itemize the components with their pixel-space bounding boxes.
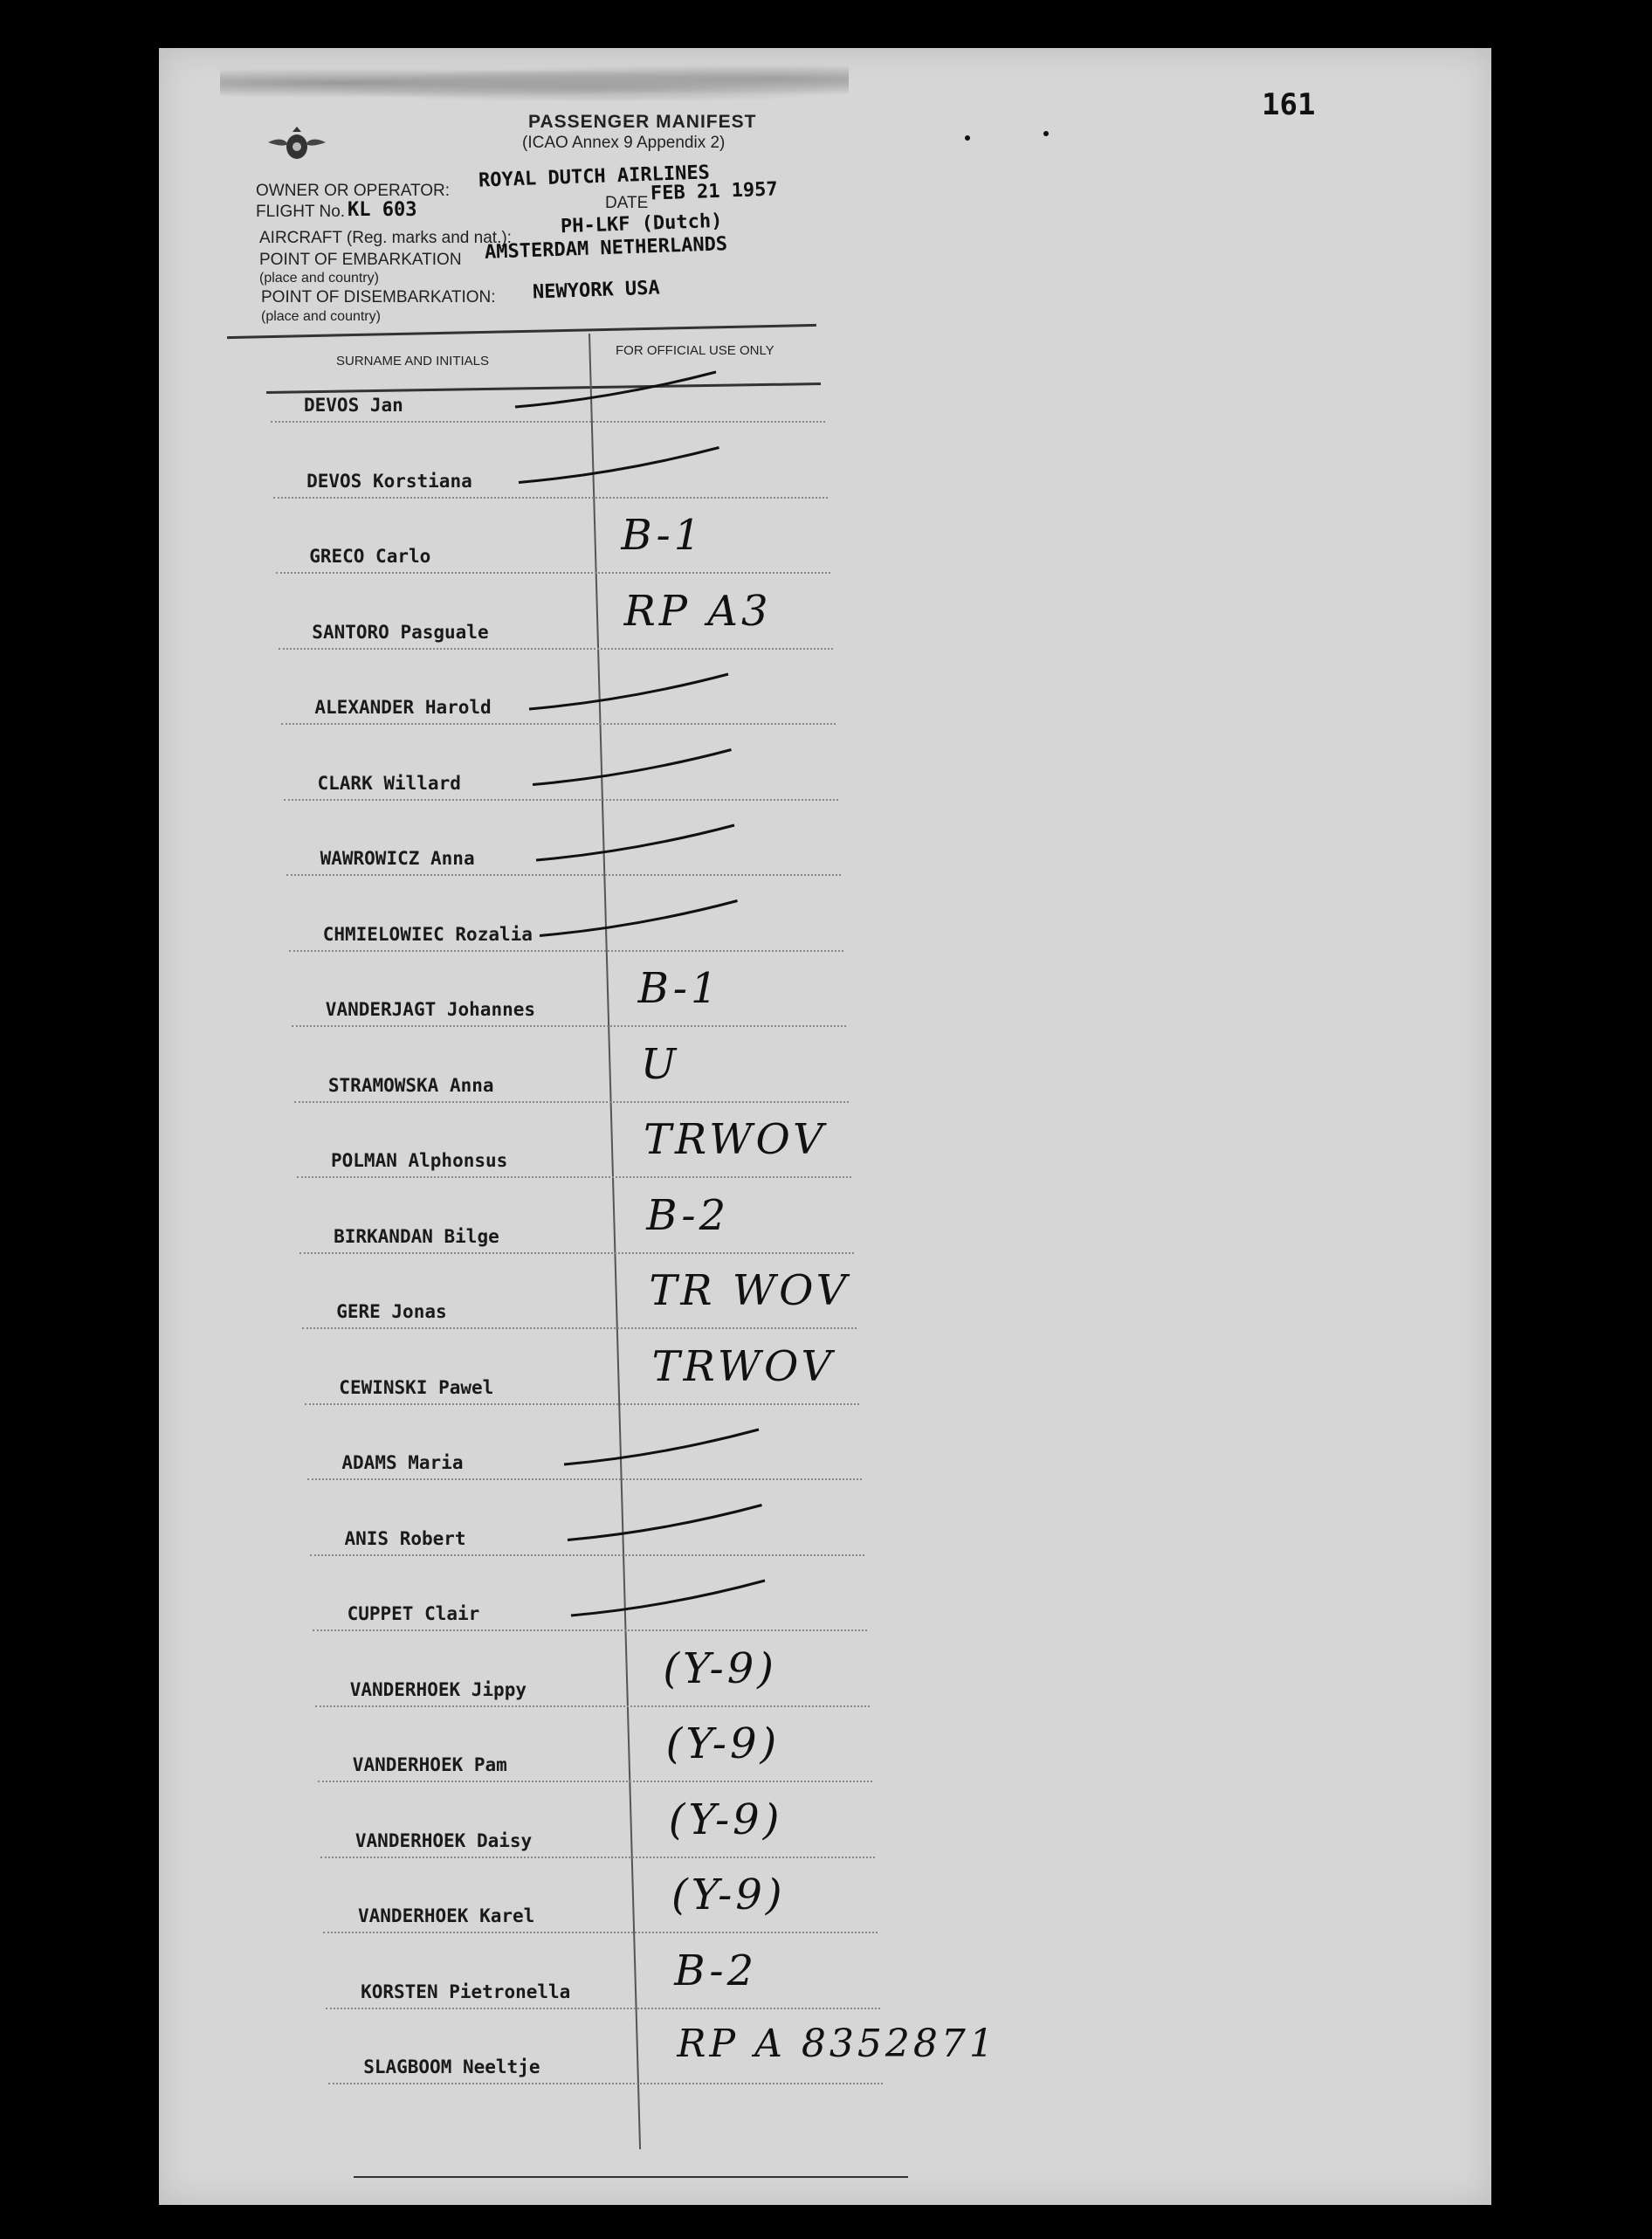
page-number: 161 [1262, 87, 1316, 122]
passenger-name: CLARK Willard [317, 772, 461, 794]
passenger-name: STRAMOWSKA Anna [327, 1074, 494, 1096]
bottom-rule [354, 2176, 908, 2178]
passenger-name: GRECO Carlo [309, 546, 431, 567]
official-notation: (Y-9) [663, 1643, 778, 1693]
passenger-name: POLMAN Alphonsus [331, 1150, 508, 1171]
owner-value: ROYAL DUTCH AIRLINES [478, 162, 711, 192]
passenger-name: VANDERHOEK Jippy [349, 1678, 527, 1700]
passenger-name: CEWINSKI Pawel [339, 1376, 494, 1398]
passenger-name: ANIS Robert [344, 1527, 466, 1549]
passenger-name: VANDERHOEK Karel [358, 1905, 535, 1926]
official-notation: B-1 [637, 964, 721, 1013]
check-mark [536, 825, 734, 860]
passenger-name: DEVOS Korstiana [306, 470, 472, 492]
passenger-name: CUPPET Clair [347, 1603, 480, 1624]
official-notation: (Y-9) [665, 1719, 781, 1768]
official-notation: TRWOV [644, 1115, 827, 1164]
flight-label: FLIGHT No. [256, 203, 346, 221]
embarkation-label: POINT OF EMBARKATION [259, 251, 462, 269]
disembarkation-note: (place and country) [261, 309, 381, 324]
owner-label: OWNER OR OPERATOR: [256, 182, 451, 200]
official-notation: B-1 [621, 511, 705, 560]
check-mark [519, 448, 719, 483]
check-mark [540, 901, 738, 936]
disembarkation-value: NEWYORK USA [532, 277, 661, 304]
check-mark [529, 674, 728, 709]
passenger-name: CHMIELOWIEC Rozalia [322, 923, 533, 945]
check-mark [515, 372, 716, 407]
manifest-title: PASSENGER MANIFEST [528, 112, 757, 132]
manifest-subtitle: (ICAO Annex 9 Appendix 2) [522, 134, 726, 152]
passenger-name: BIRKANDAN Bilge [334, 1225, 499, 1247]
date-label: DATE [605, 194, 649, 212]
column-header-name: SURNAME AND INITIALS [336, 354, 490, 369]
passenger-name: KORSTEN Pietronella [361, 1981, 571, 2002]
passenger-name: ADAMS Maria [341, 1452, 464, 1473]
date-value: FEB 21 1957 [650, 178, 779, 205]
passenger-name: VANDERJAGT Johannes [325, 999, 536, 1020]
passenger-name: ALEXANDER Harold [314, 697, 492, 718]
flight-value: KL 603 [348, 199, 417, 221]
passenger-name: WAWROWICZ Anna [320, 848, 475, 869]
ink-speck [1043, 131, 1049, 136]
official-notation: RP A 8352871 [677, 2022, 997, 2066]
official-notation: (Y-9) [671, 1870, 786, 1919]
passenger-name: SANTORO Pasguale [312, 621, 489, 643]
official-notation: B-2 [646, 1190, 730, 1240]
check-mark [571, 1581, 765, 1616]
disembarkation-label: POINT OF DISEMBARKATION: [261, 288, 496, 307]
official-notation: RP A3 [623, 586, 772, 636]
aircraft-value: PH-LKF (Dutch) [560, 210, 723, 238]
official-notation: TR WOV [649, 1266, 850, 1315]
aircraft-label: AIRCRAFT (Reg. marks and nat.): [259, 229, 512, 247]
embarkation-note: (place and country) [259, 271, 379, 286]
column-header-official: FOR OFFICIAL USE ONLY [616, 343, 774, 358]
check-mark [533, 750, 732, 785]
official-notation: (Y-9) [668, 1795, 783, 1844]
passenger-name: VANDERHOEK Pam [352, 1754, 507, 1775]
passenger-name: SLAGBOOM Neeltje [363, 2056, 540, 2077]
official-notation: B-2 [674, 1946, 758, 1995]
embarkation-value: AMSTERDAM NETHERLANDS [484, 233, 728, 264]
passenger-name: GERE Jonas [336, 1301, 447, 1322]
official-notation: TRWOV [651, 1341, 836, 1391]
check-mark [564, 1430, 759, 1464]
official-notation: U [640, 1039, 680, 1089]
passenger-name: DEVOS Jan [304, 395, 403, 416]
ink-speck [965, 135, 970, 141]
check-mark [568, 1505, 762, 1540]
passenger-name: VANDERHOEK Daisy [354, 1829, 533, 1851]
